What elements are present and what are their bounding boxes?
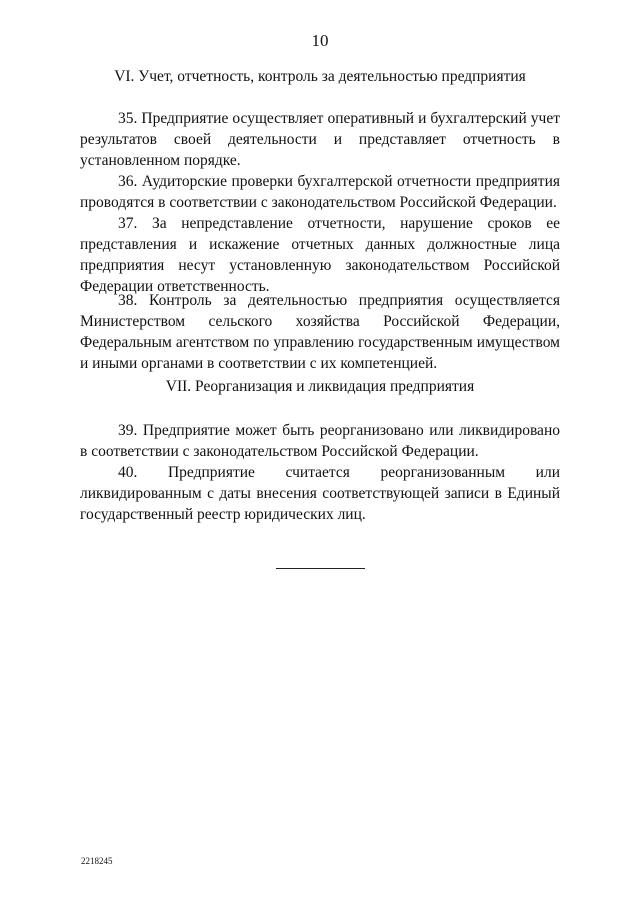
section-heading-vii: VII. Реорганизация и ликвидация предприятия [165, 378, 475, 395]
paragraph-39: 39. Предприятие может быть реорганизовано или ликвидировано в соответствии с законодательством Российской Федерации. [80, 422, 560, 460]
paragraph-36: 36. Аудиторские проверки бухгалтерской отчетности предприятия проводятся в соответствии с законодательством Российской Федерации. [80, 173, 560, 211]
paragraph-40: 40. Предприятие считается реорганизованным или ликвидированным с даты внесения соответствующей записи в Единый государственный реестр юридических лиц. [80, 464, 560, 523]
paragraph-37: 37. За непредставление отчетности, нарушение сроков ее представления и искажение отчетных данных должностные лица предприятия несут установленную законодательством Российской Федерации ответственность. [80, 215, 560, 295]
page-number: 10 [311, 31, 329, 50]
paragraph-38: 38. Контроль за деятельностью предприятия осуществляется Министерством сельского хозяйства Российской Федерации, Федеральным агентством по управлению государственным имуществом и иными органами в соответствии с их компетенцией. [80, 292, 560, 372]
paragraph-35: 35. Предприятие осуществляет оперативный и бухгалтерский учет результатов своей деятельности и представляет отчетность в установленном порядке. [80, 110, 560, 169]
document-id: 2218245 [81, 856, 113, 866]
section-heading-vi: VI. Учет, отчетность, контроль за деятельностью предприятия [114, 68, 526, 85]
end-of-text-rule [276, 568, 365, 569]
